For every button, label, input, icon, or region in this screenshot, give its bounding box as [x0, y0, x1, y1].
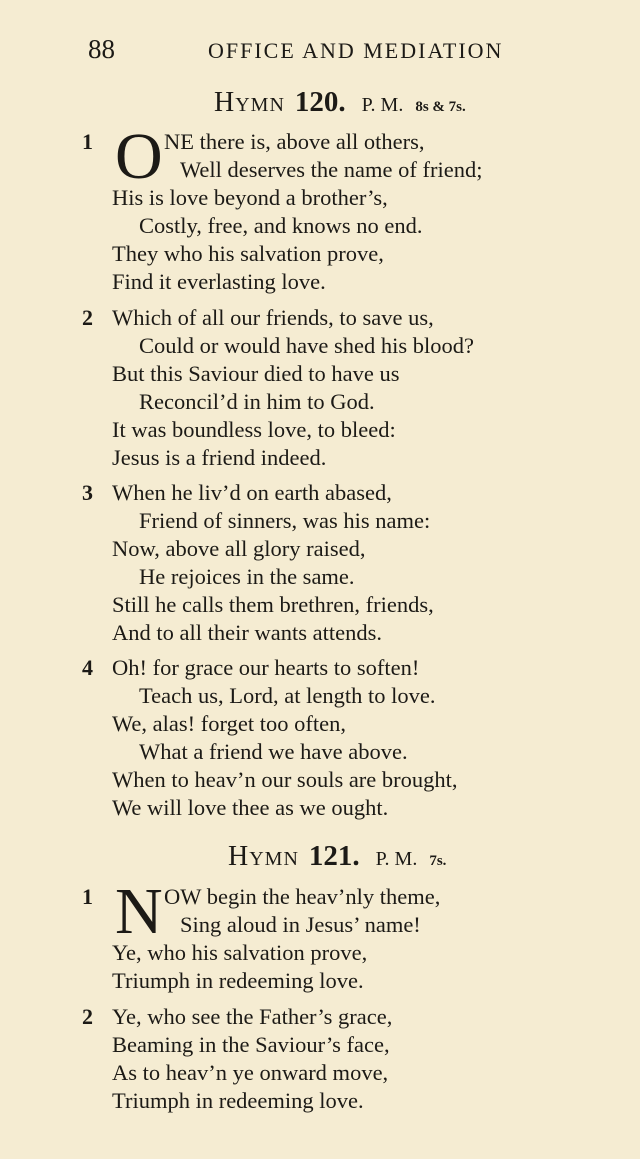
stanza-line: And to all their wants attends. [112, 620, 382, 645]
hymn-measure: 7s. [429, 853, 447, 869]
stanza-number: 3 [82, 480, 93, 505]
stanza-line: Oh! for grace our hearts to soften! [112, 655, 420, 680]
stanza-line: Ye, who his salvation prove, [112, 940, 368, 965]
stanza-number: 2 [82, 1004, 93, 1029]
stanza-line: Costly, free, and knows no end. [139, 213, 423, 238]
stanza-line: He rejoices in the same. [139, 564, 355, 589]
stanza-line: We, alas! forget too often, [112, 711, 346, 736]
stanza-121-2 [82, 1003, 582, 1115]
stanza-number: 4 [82, 655, 93, 680]
stanza-line: Now, above all glory raised, [112, 536, 366, 561]
stanza-line: But this Saviour died to have us [112, 361, 400, 386]
stanza-120-3 [82, 479, 582, 647]
stanza-120-1 [82, 120, 582, 296]
stanza-line: Friend of sinners, was his name: [139, 508, 431, 533]
running-title: OFFICE AND MEDIATION [208, 38, 504, 63]
hymn-number: 120. [294, 86, 346, 118]
hymn-meter: P. M. [361, 94, 404, 116]
stanza-120-4 [82, 654, 582, 822]
page-number: 88 [88, 34, 115, 64]
stanza-line: When he liv’d on earth abased, [112, 480, 392, 505]
stanza-line: What a friend we have above. [139, 739, 408, 764]
stanza-line: Which of all our friends, to save us, [112, 305, 434, 330]
stanza-number: 2 [82, 305, 93, 330]
stanza-line: Triumph in redeeming love. [112, 968, 364, 993]
stanza-line: Still he calls them brethren, friends, [112, 592, 434, 617]
drop-capital: O [115, 120, 163, 193]
stanza-line: It was boundless love, to bleed: [112, 417, 396, 442]
stanza-line: They who his salvation prove, [112, 241, 384, 266]
stanza-line: Sing aloud in Jesus’ name! [180, 912, 421, 937]
stanza-line: His is love beyond a brother’s, [112, 185, 388, 210]
hymn-120-heading [214, 86, 466, 119]
stanza-line: Find it everlasting love. [112, 269, 326, 294]
stanza-number: 1 [82, 129, 93, 154]
stanza-line: When to heav’n our souls are brought, [112, 767, 458, 792]
running-head [88, 34, 548, 70]
stanza-line: Jesus is a friend indeed. [112, 445, 327, 470]
stanza-line: OW begin the heav’nly theme, [164, 884, 441, 909]
hymn-word: Hymn [228, 841, 299, 872]
stanza-120-2 [82, 304, 582, 472]
hymn-measure: 8s & 7s. [415, 99, 466, 115]
stanza-line: We will love thee as we ought. [112, 795, 389, 820]
stanza-line: Could or would have shed his blood? [139, 333, 474, 358]
stanza-line: NE there is, above all others, [164, 129, 425, 154]
stanza-line: Well deserves the name of friend; [180, 157, 483, 182]
stanza-line: Reconcil’d in him to God. [139, 389, 375, 414]
stanza-line: Beaming in the Saviour’s face, [112, 1032, 390, 1057]
hymn-121-heading [228, 840, 446, 873]
stanza-line: Triumph in redeeming love. [112, 1088, 364, 1113]
stanza-line: As to heav’n ye onward move, [112, 1060, 389, 1085]
stanza-121-1 [82, 875, 582, 995]
hymn-word: Hymn [214, 87, 285, 118]
stanza-line: Ye, who see the Father’s grace, [112, 1004, 393, 1029]
hymn-meter: P. M. [375, 848, 418, 870]
hymn-number: 121. [308, 840, 360, 872]
drop-capital: N [115, 875, 163, 948]
stanza-number: 1 [82, 884, 93, 909]
stanza-line: Teach us, Lord, at length to love. [139, 683, 436, 708]
